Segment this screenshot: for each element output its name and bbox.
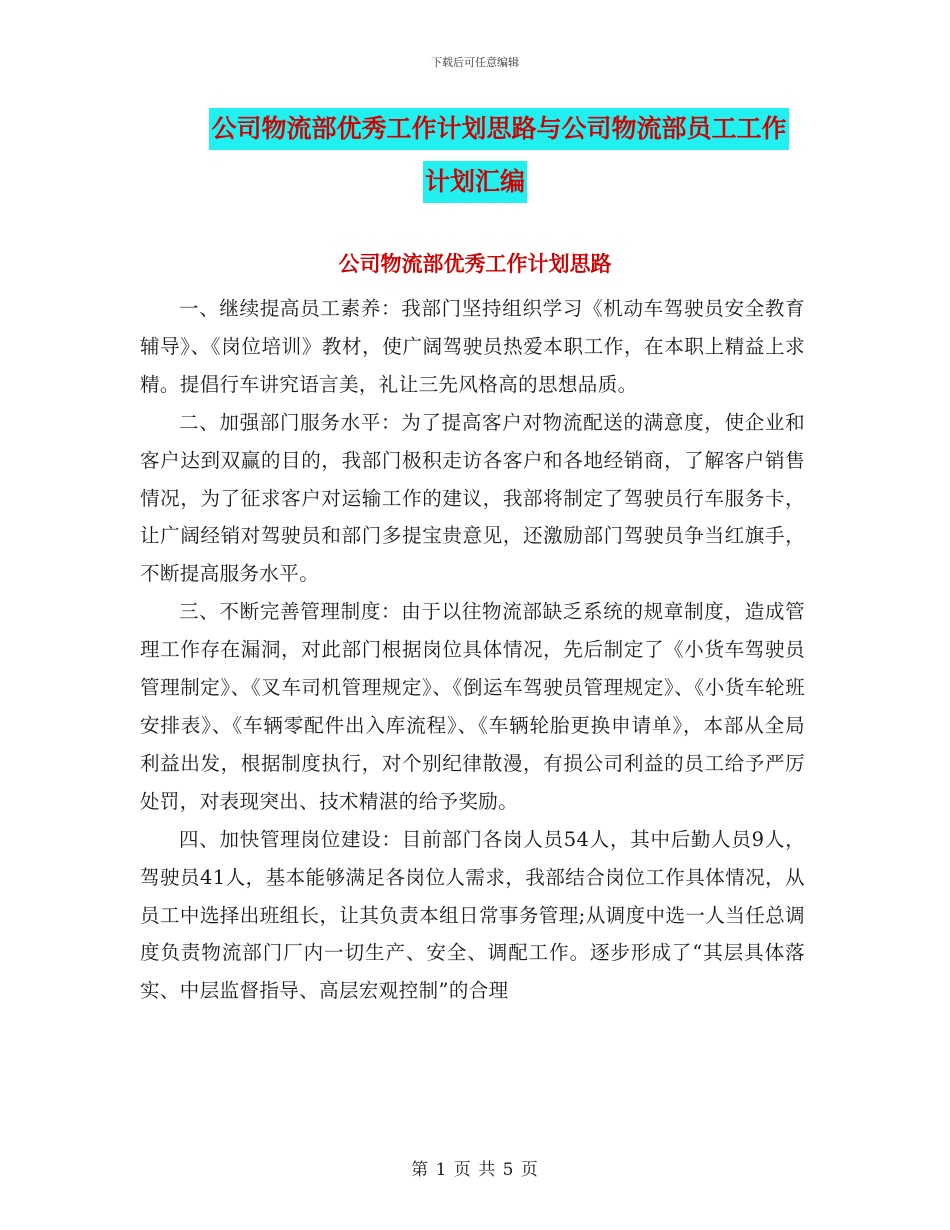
paragraph-2: 二、加强部门服务水平：为了提高客户对物流配送的满意度，使企业和客户达到双赢的目的，我部门极积走访各客户和各地经销商，了解客户销售情况，为了征求客户对运输工作的建议，我部将制定了驾驶员行车服务卡，让广阔经销对驾驶员和部门多提宝贵意见，还激励部门驾驶员争当红旗手，不断提高服务水平。 — [140, 410, 805, 586]
title-line-1: 公司物流部优秀工作计划思路与公司物流部员工工作 — [209, 108, 788, 150]
title-line-2: 计划汇编 — [423, 161, 527, 203]
body-text — [140, 290, 805, 1010]
page-footer: 第 1 页 共 5 页 — [411, 1160, 539, 1180]
section-heading: 公司物流部优秀工作计划思路 — [338, 251, 612, 276]
paragraph-3: 三、不断完善管理制度：由于以往物流部缺乏系统的规章制度，造成管理工作存在漏洞，对此部门根据岗位具体情况，先后制定了《小货车驾驶员管理制定》、《叉车司机管理规定》、《倒运车驾驶员管理规定》、《小货车轮班安排表》、《车辆零配件出入库流程》、《车辆轮胎更换申请单》，本部从全局利益出发，根据制度执行，对个别纪律散漫，有损公司利益的员工给予严厉处罚，对表现突出、技术精湛的给予奖励。 — [140, 600, 805, 813]
document-title — [140, 108, 810, 203]
paragraph-4: 四、加快管理岗位建设：目前部门各岗人员54人，其中后勤人员9人，驾驶员41人，基本能够满足各岗位人需求，我部结合岗位工作具体情况，从员工中选择出班组长，让其负责本组日常事务管理;从调度中选一人当任总调度负责物流部门厂内一切生产、安全、调配工作。逐步形成了“其层具体落实、中层监督指导、高层宏观控制”的合理 — [140, 827, 805, 1003]
header-note: 下载后可任意编辑 — [431, 56, 519, 69]
paragraph-1: 一、继续提高员工素养：我部门坚持组织学习《机动车驾驶员安全教育辅导》、《岗位培训》教材，使广阔驾驶员热爱本职工作，在本职上精益上求精。提倡行车讲究语言美，礼让三先风格高的思想品质。 — [140, 297, 805, 396]
